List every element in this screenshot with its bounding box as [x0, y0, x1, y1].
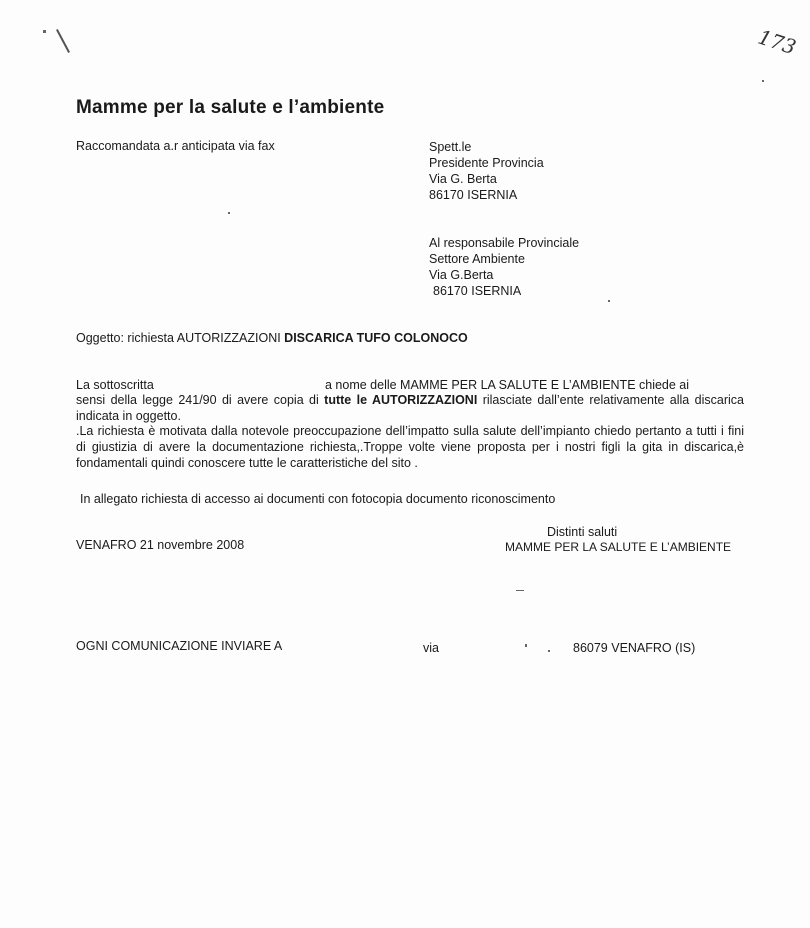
- subject-emphasis: DISCARICA TUFO COLONOCO: [284, 331, 468, 345]
- scan-mark: [43, 30, 46, 33]
- body-p1-rest: [76, 393, 744, 424]
- closing-signature: MAMME PER LA SALUTE E L’AMBIENTE: [505, 540, 732, 554]
- body-p1-text-b: rilasciate dall’ente relativamente alla discarica indicata in oggetto.: [76, 393, 744, 423]
- scan-mark: [228, 212, 230, 214]
- scan-mark: [516, 590, 524, 591]
- body-p1-text-a: sensi della legge 241/90 di avere copia di: [76, 393, 325, 407]
- body-p1-line1: [76, 377, 744, 393]
- place-date: VENAFRO 21 novembre 2008: [76, 538, 245, 552]
- recipient-street: Via G.Berta: [429, 268, 494, 282]
- scan-mark: [525, 644, 527, 647]
- body-p1-start: La sottoscritta: [76, 378, 154, 392]
- recipient-city: 86170 ISERNIA: [429, 188, 518, 202]
- page-number: 173: [755, 24, 799, 60]
- letter-body: [76, 377, 744, 472]
- footer-city: 86079 VENAFRO (IS): [573, 641, 696, 655]
- recipient-city: 86170 ISERNIA: [433, 284, 522, 298]
- recipient-street: Via G. Berta: [429, 172, 497, 186]
- recipient-department: Settore Ambiente: [429, 252, 525, 266]
- body-p1-bold: tutte le AUTORIZZAZIONI: [324, 393, 478, 407]
- body-p2: .La richiesta è motivata dalla notevole preoccupazione dell’impatto sulla salute dell’impianto chiedo pertanto a tutti i fini di giustizia di avere la documentazione richiesta,.Troppe volte viene proposta per i nostri figli la gita in discarica,è fondamentali quindi conoscere tutte le caratteristiche del sito .: [76, 424, 744, 470]
- subject-prefix: Oggetto: richiesta AUTORIZZAZIONI: [76, 331, 285, 345]
- recipient-salutation: Spett.le: [429, 140, 472, 154]
- footer-contact-label: OGNI COMUNICAZIONE INVIARE A: [76, 639, 283, 653]
- recipient-block-1: [429, 139, 544, 203]
- subject-line: [76, 330, 468, 346]
- recipient-block-2: [429, 235, 579, 299]
- recipient-name: Presidente Provincia: [429, 156, 544, 170]
- body-p3: In allegato richiesta di accesso ai documenti con fotocopia documento riconoscimento: [80, 492, 556, 506]
- scan-mark: [548, 650, 550, 652]
- scan-mark: [762, 80, 764, 82]
- letterhead-title: Mamme per la salute e l’ambiente: [76, 97, 385, 118]
- scan-mark: [608, 300, 610, 302]
- closing-greeting: Distinti saluti: [547, 525, 618, 539]
- body-p1-end: a nome delle MAMME PER LA SALUTE E L’AMBIENTE chiede ai: [325, 378, 690, 392]
- footer-via: via: [423, 641, 439, 655]
- scan-mark: [56, 29, 70, 53]
- recipient-name: Al responsabile Provinciale: [429, 236, 580, 250]
- delivery-note: Raccomandata a.r anticipata via fax: [76, 139, 275, 153]
